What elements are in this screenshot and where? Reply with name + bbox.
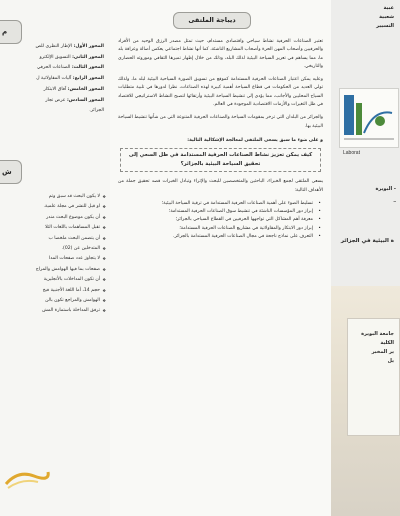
organizer-line: الكلية xyxy=(380,340,394,346)
problem-statement: كيف يمكن تعزيز نشاط الصناعات الحرفية المستدامة في ظل السعي إلى تحقيق السياحة البيئية بالجزائر؟ xyxy=(120,148,321,172)
left-panel xyxy=(0,0,110,516)
axis-label: المحور الأول: xyxy=(73,44,104,49)
axis-text: التسويق الإلكترو xyxy=(39,54,73,60)
decorative-ribbon-icon xyxy=(4,466,50,490)
list-item: • تسليط الضوء على أهمية الصناعات الحرفية المستدامة في ترقية السياحة البيئية؛ xyxy=(118,200,321,208)
condition-item: ❖ صفحات بما فيها الهوامش والمراج xyxy=(8,265,106,275)
conditions-list xyxy=(8,192,106,317)
condition-item: ❖ الهوامش والمراجع تكون بالن xyxy=(8,296,106,306)
axis-item xyxy=(16,96,104,107)
condition-item: ❖ ترفق المداخلة باستمارة المش xyxy=(8,306,106,316)
list-item: • معرفة أهم المشاكل التي تواجهها الحرفيين في القطاع السياحي بالجزائر؛ xyxy=(118,216,321,224)
institution-line: عبية xyxy=(383,5,394,11)
location-line: _ xyxy=(393,195,396,202)
axis-item xyxy=(16,74,104,85)
middle-panel xyxy=(110,0,331,516)
preamble-paragraph: وعليه يمكن اعتبار الصناعات الحرفية المستدامة كموقع من تسويق الصورة السياحية البيئية لبلد ما، ولذلك تولي العديد من الحكومات في قطاع السياحة أهمية كبيرة لهذه الصناعات، نظرا لدورها في تلبية متطلبات السياح المحليين والأجانب، مما يؤدي إلى تنشيط السياحة البيئية وأرتقائها لتصبح النشاط الاستراتيجي للاقتصاد في ظل التغيرات والأزمات الاقتصادية الموجودة في العالم. xyxy=(118,77,323,108)
location-text xyxy=(334,185,396,204)
condition-item: ❖ او قبل للنشر في مجلة علمية. xyxy=(8,202,106,212)
axis-item xyxy=(16,63,104,74)
condition-item: ❖ أن تكون المداخلات بالأنجليزية xyxy=(8,275,106,285)
list-item: • التعرف على نماذج ناجحة في مجال الصناعات الحرفية المستدامة بالجزائر. xyxy=(118,233,321,241)
axis-label: المحور الثاني: xyxy=(72,54,104,60)
axes-section-header: م xyxy=(0,20,22,44)
preamble-paragraph: والجزائر من البلدان التي تزخر بمقومات السياحة والصناعات الحرفية المتنوعة التي من شأنها تنشيط السياحة البيئية بها. xyxy=(118,115,323,129)
goals-intro: يسعى الملتقى لجمع الخبراء، الباحثين والمتخصصين للبحث والإثراء وتبادل الخبرات قصد تحقيق جملة من الأهداف التالية: xyxy=(118,179,323,193)
axis-label: المحور السادس: xyxy=(66,97,104,103)
condition-item: ❖ أن يتضمن البحث ملخصا ب xyxy=(8,234,106,244)
axis-label: المحور الخامس: xyxy=(67,86,104,92)
problem-lead: و على ضوء ما سبق يسعى الملتقى لمعالجة الإشكالية التالية: xyxy=(187,137,323,143)
axis-text: عرض تجار xyxy=(45,97,67,103)
axis-label: المحور الثالث: xyxy=(71,65,104,71)
condition-item: ❖ لا يتجاوز عدد صفحات المدا xyxy=(8,254,106,264)
organizer-line: جامعة البويرة xyxy=(361,331,394,337)
condition-item: ❖ المتدخلين عن (02). xyxy=(8,244,106,254)
axis-item xyxy=(16,42,104,53)
preamble-banner: ديباجة الملتقى xyxy=(173,12,251,29)
organizer-line: ير المخبر xyxy=(371,349,394,355)
institution-line: التسيير xyxy=(376,23,394,29)
condition-item: ❖ حجم 14، أما اللغة الأجنبية فبخ xyxy=(8,286,106,296)
university-logo-icon xyxy=(340,89,398,147)
axis-text: الجزائر. xyxy=(89,108,104,114)
axis-item xyxy=(16,106,104,117)
condition-item: ❖ لا يكون البحث قد سبق وتم xyxy=(8,192,106,202)
axis-label: المحور الرابع: xyxy=(72,76,104,82)
list-item: • إبراز دور الابتكار والمقاولاتية في مشاريع الصناعات الحرفية المستدامة؛ xyxy=(118,225,321,233)
right-panel xyxy=(331,0,400,516)
axes-list xyxy=(16,42,104,117)
conditions-section-header: ش xyxy=(0,160,22,184)
axis-text: آليات المقاولاتية ل xyxy=(36,76,73,82)
goals-list xyxy=(118,200,323,241)
organizer-line: يل xyxy=(387,358,394,364)
axis-item xyxy=(16,85,104,96)
axis-text: آفاق الابتكار xyxy=(43,86,68,92)
institution-header xyxy=(338,4,394,31)
institution-line: شعبية xyxy=(379,14,394,20)
condition-item: ❖ تقبل المساهمات باللغات الثلا xyxy=(8,223,106,233)
axis-item xyxy=(16,53,104,64)
condition-item: ❖ أن يكون موضوع البحث مندر xyxy=(8,213,106,223)
list-item: • إبراز دور المؤسسات الناشئة في تنشيط سوق الصناعات الحرفية المستدامة؛ xyxy=(118,208,321,216)
conference-title: ة البيئية في الجزائر xyxy=(340,238,394,244)
university-logo xyxy=(339,88,399,148)
location-line: - البويرة xyxy=(375,186,396,192)
axis-text: الإطار النظري للص xyxy=(35,44,74,49)
preamble-paragraph: تعتبر الصناعات الحرفية نشاط سياحي واقتصادي مستدام، حيث تمثل مصدر الرزق الوحيد من الأفراد والحرفيين وأصحاب المهن الحرة وأصحاب المشاريع الناشئة، كما أنها نشاط اجتماعي يعكس أصالة وعراقة بلد ما، مما يساهم في تعزيز السياحة البيئية لذلك البلد، وذلك من خلال إظهار تميزها الثقافي وموروثه الحضاري والتاريخي. xyxy=(118,39,323,69)
preamble-body xyxy=(118,38,323,241)
lab-name: Laborat xyxy=(343,150,360,156)
axis-text: الصناعات الحرفي xyxy=(36,65,72,71)
organizer-text xyxy=(342,330,394,366)
